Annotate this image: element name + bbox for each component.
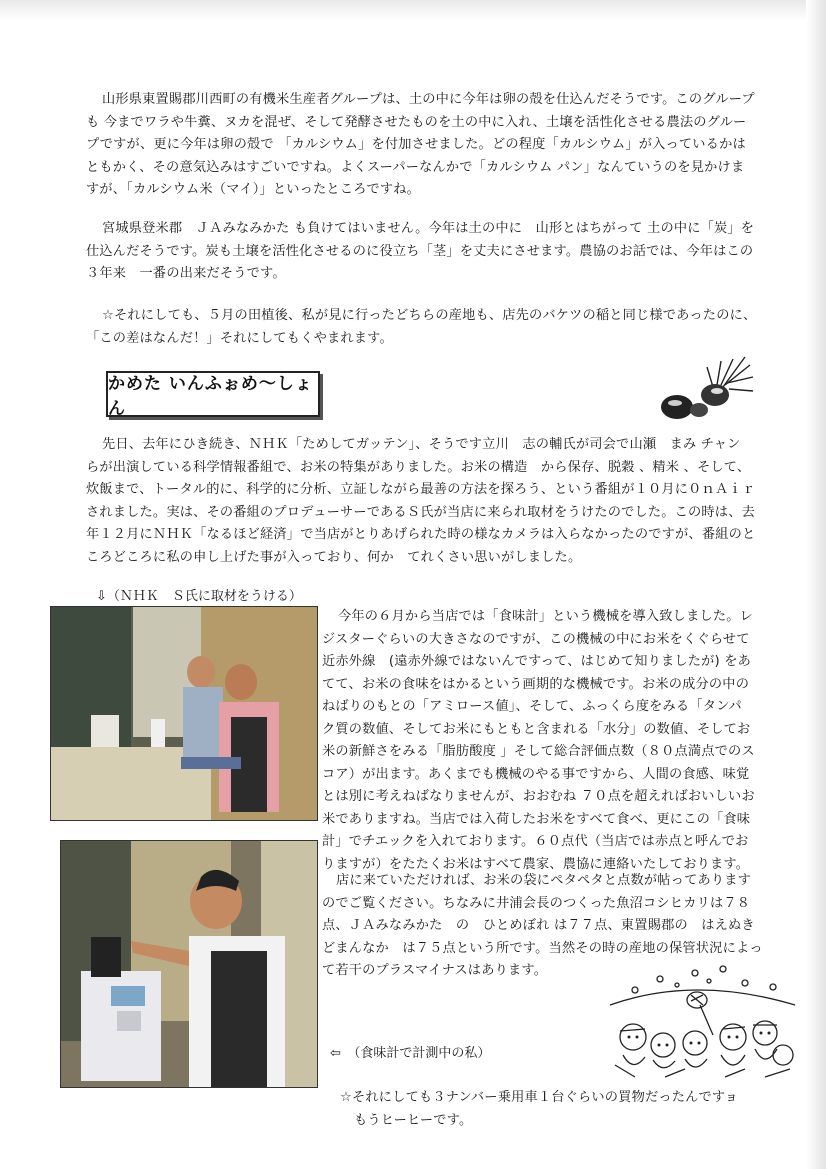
text-line: ☆それにしても３ナンバー乗用車１台ぐらいの買物だったんですョ	[340, 1090, 739, 1105]
text-line: のでご覧ください。ちなみに井浦会長のつくった魚沼コシヒカリは７８	[322, 895, 751, 911]
text-line: も 今までワラや牛糞、ヌカを混ぜ、そして発酵させたものを土の中に入れ、土壌を活性化させる農法のグルー	[86, 114, 747, 130]
text-line: プですが、更に今年は卵の殻で 「カルシウム」を付加させました。どの程度「カルシウム」が入っているかは	[86, 137, 746, 152]
text-line: ともかく、その意気込みはすごいですね。よくスーパーなんかで「カルシウム パン」なんていうのを見かけま	[86, 159, 745, 175]
text-line: もうヒーヒーです。	[354, 1112, 473, 1128]
paragraph-nhk	[86, 434, 796, 569]
paragraph-expensive	[340, 1087, 800, 1132]
interview-photo	[50, 606, 318, 821]
text-line: 点、ＪＡみなみかた の ひとめぼれ は７７点、東置賜郡の はえぬき	[322, 918, 755, 933]
text-line: てて、お米の食味をはかるという画期的な機械です。お米の成分の中の	[322, 676, 750, 692]
text-line: 山形県東置賜郡川西町の有機米生産者グループは、土の中に今年は卵の殻を仕込んだそうです。このグループ	[102, 92, 755, 107]
text-line: て若干のプラスマイナスはあります。	[322, 963, 548, 978]
text-line: とは別に考えねばなりませんが、おおむね ７０点を超えればおいしいお	[322, 789, 755, 804]
text-line: らが出演している科学情報番組で、お米の特集がありました。お米の構造 から保存、脱穀 、精米 、そして、	[86, 459, 751, 475]
text-line: 先日、去年にひき続き、ＮＨＫ「ためしてガッテン」、そうです立川 志の輔氏が司会で山瀬 まみ チャン	[102, 437, 741, 452]
chestnut-illustration	[655, 355, 755, 425]
paragraph-rice-taste-meter	[322, 606, 792, 876]
text-line: 米の新鮮さをみる「脂肪酸度 」そして総合評価点数（８０点満点でのス	[322, 744, 755, 759]
text-line: 「この差はなんだ！」それにしてもくやまれます。	[86, 330, 393, 346]
text-line: 今年の６月から当店では「食味計」という機械を導入致しました。レ	[338, 609, 754, 624]
paragraph-regret	[86, 305, 796, 350]
text-line: 近赤外線 (遠赤外線ではないんですって、はじめて知りましたが) をあ	[322, 654, 752, 669]
photo-caption-interview: ⇩（ＮＨＫ Ｓ氏に取材をうける）	[96, 589, 302, 604]
text-line: 店に来ていただければ、お米の袋にペタペタと点数が帖ってあります	[336, 873, 752, 888]
text-line: ころどころに私の申し上げた事が入っており、何か てれくさい思いがしました。	[86, 549, 582, 565]
text-line: 炊飯まで、トータル的に、科学的に分析、立証しながら最善の方法を探ろう、という番組が１０月に０ｎＡｉｒ	[86, 482, 756, 497]
section-heading: かめた いんふぉめ～しょん	[106, 371, 320, 417]
text-line: 宮城県登米郡 ＪＡみなみかた も負けてはいません。今年は土の中に 山形とはちがって 土の中に「炭」を	[102, 221, 755, 236]
text-line: ☆それにしても、５月の田植後、私が見に行ったどちらの産地も、店先のバケツの稲と同じ様であったのに、	[102, 308, 757, 323]
text-line: ３年来 一番の出来だそうです。	[86, 266, 286, 281]
photo-caption-measuring: ⇦ （食味計で計測中の私）	[330, 1046, 491, 1061]
scan-edge-right	[806, 0, 826, 1169]
text-line: りますが）をたたくお米はすべて農家、農協に連絡いたしております。	[322, 856, 750, 872]
text-line: 仕込んだそうです。炭も土壌を活性化させるのに役立ち「茎」を丈夫にさせます。農協のお話では、今年はこの	[86, 243, 754, 259]
text-line: 計」でチエックを入れております。６０点代（当店では赤点と呼んでお	[322, 834, 749, 849]
taste-meter-photo	[60, 840, 318, 1088]
text-line: 年１２月にＮＨＫ「なるほど経済」で当店がとりあげられた時の様なカメラは入らなかったのですが、番組のと	[86, 527, 756, 542]
text-line: コア）が出ます。あくまでも機械のやる事ですから、人間の食感、味覚	[322, 766, 750, 782]
text-line: ジスターぐらいの大きさなのですが、この機械の中にお米をくぐらせて	[322, 631, 750, 647]
paragraph-miyagi	[86, 218, 796, 286]
text-line: ク質の数値、そしてお米にもともと含まれる「水分」の数値、そしてお	[322, 721, 751, 737]
text-line: 米でありますね。当店では入荷したお米をすべて食べ、更にこの「食味	[322, 811, 751, 827]
text-line: どまんなか は７５点という所です。当然その時の産地の保管状況によっ	[322, 940, 763, 956]
scan-edge-top	[0, 0, 826, 20]
cheering-kids-illustration	[605, 965, 800, 1080]
paragraph-yamagata	[86, 89, 796, 202]
text-line: すが、「カルシウム米（マイ）」といったところですね。	[86, 182, 421, 197]
text-line: ねばりのもとの「アミロース値」、そして、ふっくら度をみる「タンパ	[322, 699, 742, 714]
text-line: されました。実は、その番組のプロデューサーであるＳ氏が当店に来られ取材をうけたのでした。この時は、去	[86, 504, 755, 520]
